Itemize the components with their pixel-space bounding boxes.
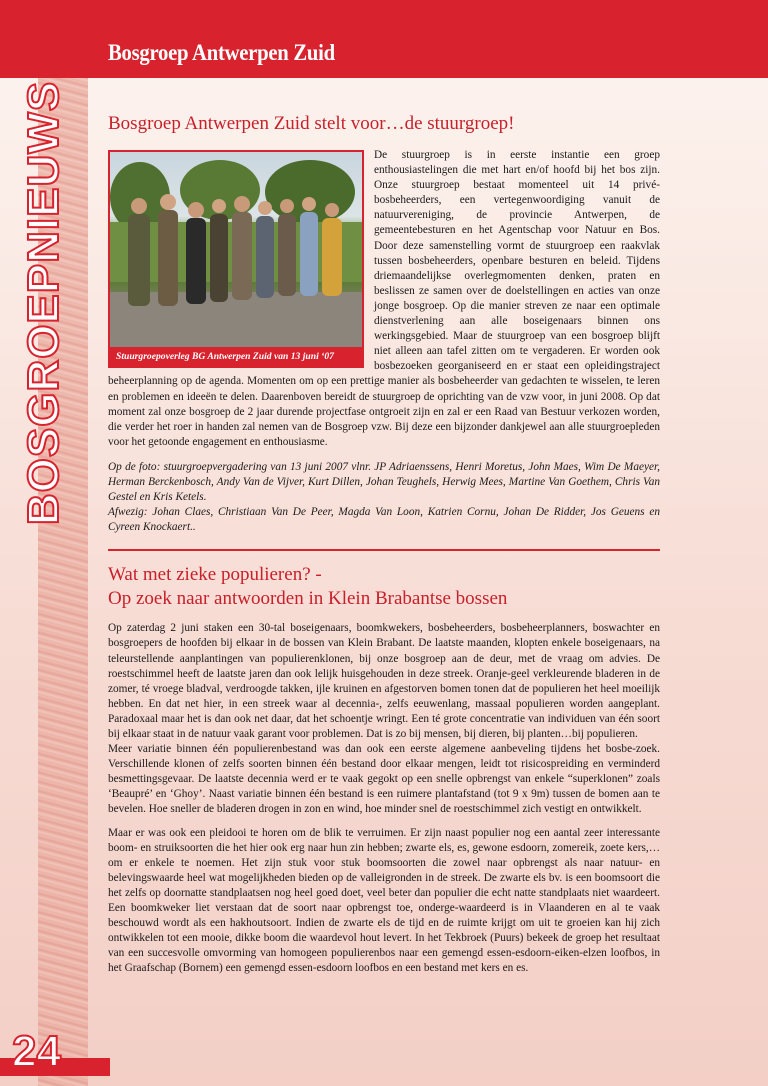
section-divider [108, 549, 660, 551]
side-vertical-title [16, 80, 72, 525]
side-vertical-word: BOSGROEPNIEUWS [19, 80, 68, 525]
photo-absent-list: Afwezig: Johan Claes, Christiaan Van De Peer, Magda Van Loon, Katrien Cornu, Johan De Ridder, Jos Geuens en Cyreen Knockaert.. [108, 506, 660, 534]
page-number: 24 [12, 1027, 61, 1076]
main-content [108, 112, 660, 977]
group-photo [108, 150, 364, 368]
header-bar [0, 0, 768, 78]
article1-heading: Bosgroep Antwerpen Zuid stelt voor…de stuurgroep! [108, 113, 515, 134]
article1-body: De stuurgroep is in eerste instantie een groep enthousiastelingen die met hart en/of hoofd bij het bos zijn. Onze stuurgroep bestaat momenteel uit 14 privé-bosbeheerders, een vertegenwoordiging vanuit de natuurvereniging, de provincie Antwerpen, de gemeentebesturen en het Agentschap voor Natuur en Bos. Door deze samenstelling vormt de stuurgroep een raakvlak tussen bosbeheerders, openbare besturen en beleid. Tijdens driemaandelijkse overlegmomenten denken, praten en beslissen ze samen over de doelstellingen en acties van onze jonge bosgroep. Op die manier streven ze naar een optimale dienstverlening aan alle boseigenaars binnen ons werkingsgebied. Maar de stuurgroep van een bosgroep blijft niet alleen aan tafel zitten om te vergaderen. Er worden ook bosbezoeken georganiseerd en er staat een opleidingstraject beheerplanning op de agenda. Momenten om op een prettige manier als bosbeheerder van gedachten te wisselen, te leren en problemen en ideeën te delen. Daarenboven bereidt de stuurgroep de oprichting van de vzw voor, in juni 2008. Op dat moment zal onze bosgroep de 2 jaar durende projectfase ontgroeit zijn en zal er een Raad van Bestuur verkozen worden, die verder het roer in handen zal nemen van de Bosgroep vzw. Bij deze een bijzonder dankjewel aan alle stuurgroepleden voor het getoonde engagement en enthousiasme. [108, 149, 660, 448]
article2-paragraph-3: Maar er was ook een pleidooi te horen om de blik te verruimen. Er zijn naast populier nog een aantal zeer interessante boom- en struiksoorten die het hier ook erg naar hun zin hebben; zwarte els, es, gewone esdoorn, zomereik, zoete kers,…om er enkele te noemen. Het zijn stuk voor stuk boomsoorten die zowel naar opbrengst als naar natuur- en belevingswaarde heel wat mogelijkheden bieden op de valleigronden in de streek. De zwarte els bv. is een boomsoort die het zelfs op doornatte standplaatsen nog heel goed doet, veel beter dan populier die echt natte standplaats niet waardeert. Een boomkweker liet verstaan dat de soort naar opbrengst toe, onderge-waardeerd is in Vlaanderen en al te vaak beschouwd wordt als een hakhoutsoort. Indien de zwarte els de tijd en de ruimte krijgt om uit te groeien kan hij zich ontwikkelen tot een mooie, dikke boom die waardevol hout levert. In het Tekbroek (Puurs) bekeek de groep het resultaat van een succesvolle omvorming van homogeen populierenbos naar een gemengd essen-esdoorn-eiken-elzen loofbos, in het Graafschap (Bornem) een gemengd essen-esdoorn loofbos en een bestand met kers en es. [108, 826, 660, 975]
article2-heading-line2: Op zoek naar antwoorden in Klein Brabantse bossen [108, 588, 508, 610]
header-title: Bosgroep Antwerpen Zuid [108, 40, 335, 65]
article2-paragraph-1: Op zaterdag 2 juni staken een 30-tal boseigenaars, boomkwekers, bosbeheerders, bosbeheerplanners, boswachter en bosgroepers de hoofden bij elkaar in de bossen van Klein Brabant. De laatste maanden, klopten enkele boseigenaars, na teleurstellende aanplantingen van populierenklonen, bij onze bosgroep aan de deur, met de vraag om advies. De roestschimmel heeft de laatste jaren dan ook lelijk huisgehouden in deze streek. Oranje-geel verkleurende bladeren in de zomer, té vroege bladval, verdroogde takken, ijle kruinen en afgestorven bomen tonen dat de populieren het heel moeilijk hebben. En dat net hier, in een streek waar al decennia-, zelfs eeuwenlang, massaal populieren worden aangeplant. Paradoxaal maar het is dan ook net daar, dat het schoentje wringt. Een té grote concentratie van individuen van één soort bij elkaar staat in de natuur vaak garant voor problemen. Dat is zo bij mensen, bij dieren, bij planten…bij populieren. [108, 622, 660, 740]
article2-paragraph-2: Meer variatie binnen één populierenbestand was dan ook een eerste algemene aanbeveling tijdens het bosbe-zoek. Verschillende klonen of zelfs soorten binnen één bestand door elkaar mengen, leidt tot risicospreiding en verminderd besmettingsgevaar. De laatste decennia werd er te vaak gegokt op een snelle opbrengst van enkele “superklonen” zoals ‘Beaupré’ en ‘Ghoy’. Naast variatie binnen één bestand is een ruimere plantafstand (tot 9 x 9m) tussen de bomen aan te bevelen. Hoe sneller de bladeren drogen in zon en wind, hoe minder snel de roestschimmel zich vestigt en ontwikkelt. [108, 743, 660, 816]
group-photo-illustration [110, 152, 362, 348]
photo-credits: Op de foto: stuurgroepvergadering van 13 juni 2007 vlnr. JP Adriaenssens, Henri Moretus, John Maes, Wim De Maeyer, Herman Berckenbosch, Andy Van de Vijver, Kurt Dillen, Johan Teughels, Herwig Mees, Martine Van Goethem, Chris Van Gestel en Kris Ketels. [108, 460, 660, 504]
article2-heading-line1: Wat met zieke populieren? - [108, 564, 322, 586]
article2-heading [108, 563, 660, 611]
photo-caption: Stuurgroepoverleg BG Antwerpen Zuid van 13 juni ‘07 [110, 347, 362, 366]
